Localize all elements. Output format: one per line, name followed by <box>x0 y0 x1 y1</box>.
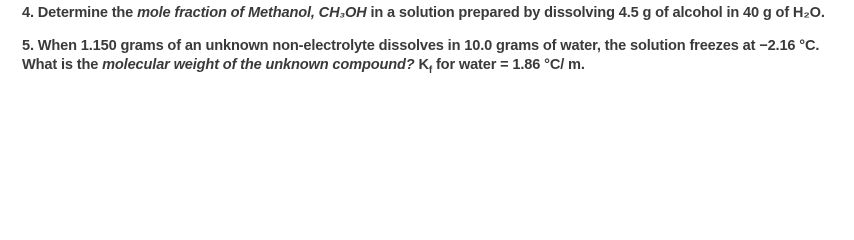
question-number: 4. <box>22 5 34 21</box>
subscript-f: f <box>428 64 433 76</box>
question-text: for water = 1.86 °C/ m. <box>432 57 585 73</box>
question-number: 5. <box>22 38 34 54</box>
question-text: When 1.150 grams of an unknown non-electrolyte dissolves in 10.0 grams of water, the solution freezes at −2.16 °C. What is the <box>22 38 820 73</box>
question-5 <box>22 37 842 80</box>
question-text: Determine the <box>33 5 138 21</box>
question-text: K <box>414 57 429 73</box>
question-emphasis: molecular weight of the unknown compound? <box>102 57 415 73</box>
question-text: in a solution prepared by dissolving 4.5 g of alcohol in 40 g of H₂O. <box>366 5 825 21</box>
question-emphasis: mole fraction of Methanol, CH₃OH <box>137 5 367 21</box>
question-4 <box>22 4 842 23</box>
